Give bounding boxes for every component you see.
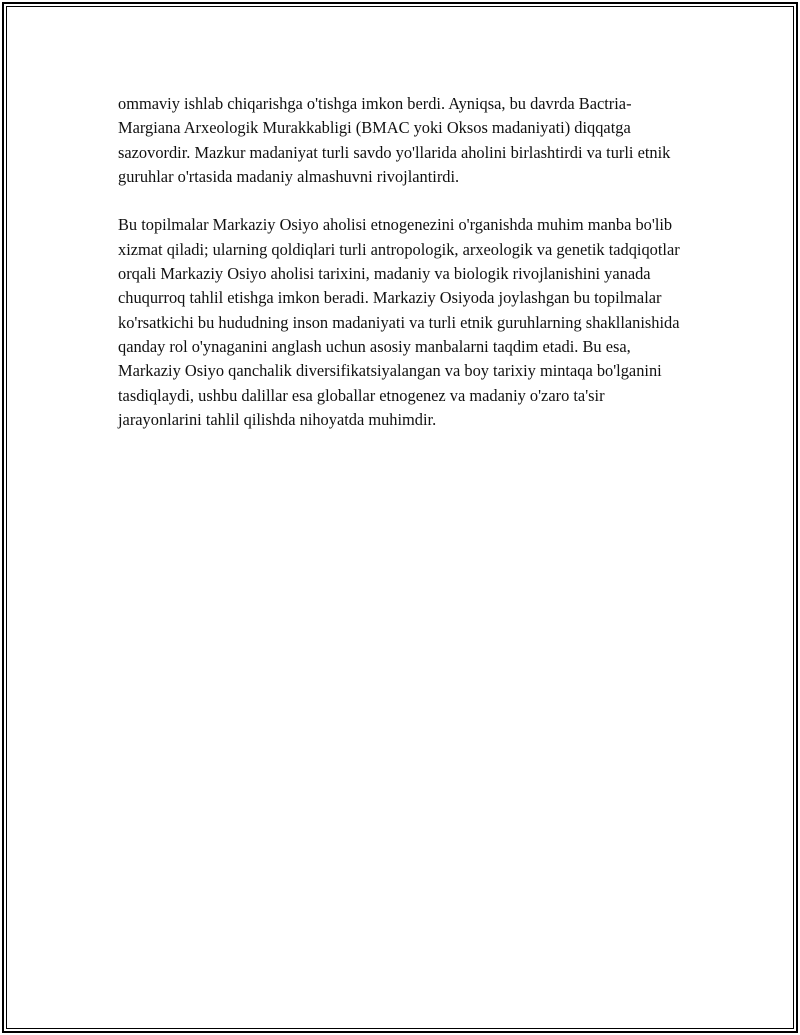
paragraph-2: Bu topilmalar Markaziy Osiyo aholisi etnogenezini o'rganishda muhim manba bo'lib xizmat qiladi; ularning qoldiqlari turli antropologik, arxeologik va genetik tadqiqotlar orqali Markaziy Osiyo aholisi tarixini, madaniy va biologik rivojlanishini yanada chuqurroq tahlil etishga imkon beradi. Markaziy Osiyoda joylashgan bu topilmalar ko'rsatkichi bu hududning inson madaniyati va turli etnik guruhlarning shakllanishida qanday rol o'ynaganini anglash uchun asosiy manbalarni taqdim etadi. Bu esa, Markaziy Osiyo qanchalik diversifikatsiyalangan va boy tarixiy mintaqa bo'lganini tasdiqlaydi, ushbu dalillar esa globallar etnogenez va madaniy o'zaro ta'sir jarayonlarini tahlil qilishda nihoyatda muhimdir.: [118, 215, 680, 429]
paragraph-1: ommaviy ishlab chiqarishga o'tishga imkon berdi. Ayniqsa, bu davrda Bactria-Margiana Arxeologik Murakkabligi (BMAC yoki Oksos madaniyati) diqqatga sazovordir. Mazkur madaniyat turli savdo yo'llarida aholini birlashtirdi va turli etnik guruhlar o'rtasida madaniy almashuvni rivojlantirdi.: [118, 94, 671, 186]
document-body: [118, 92, 690, 456]
